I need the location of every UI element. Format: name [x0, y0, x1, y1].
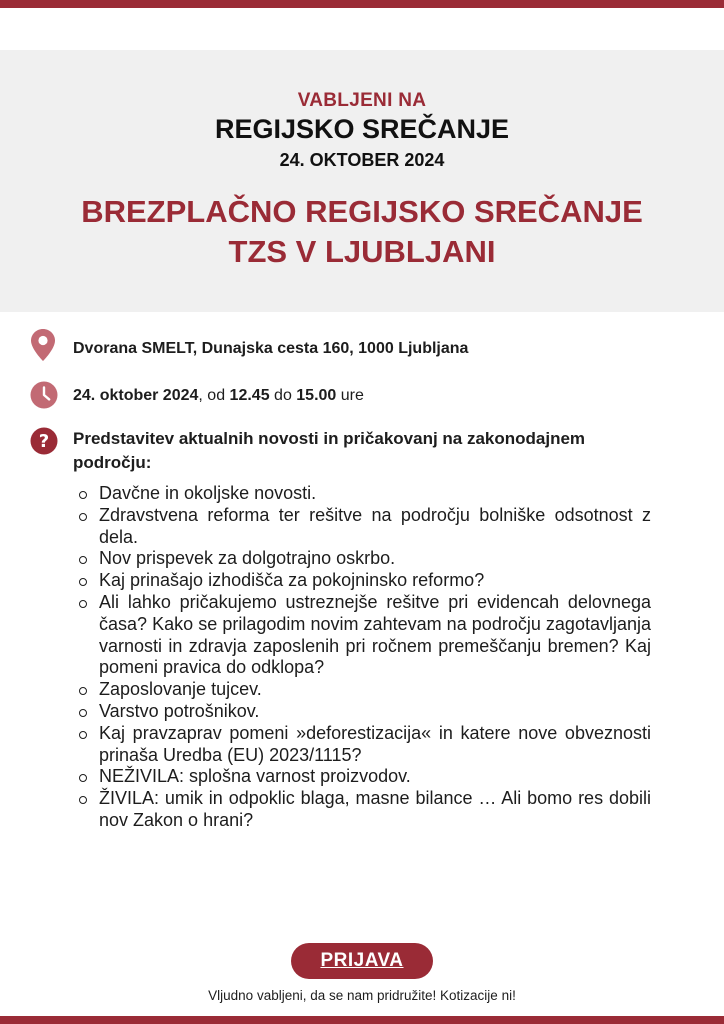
topics-title: Predstavitev aktualnih novosti in pričakovanj na zakonodajnem področju:	[73, 429, 586, 472]
topic-item: Ali lahko pričakujemo ustreznejše rešitve pri evidencah delovnega časa? Kako se prilagodim novim zahtevam na področju zagotavljanja varnosti in zdravja zaposlenih pri ročnem premeščanju bremen? Kaj pomeni pravica do odklopa?	[73, 592, 651, 679]
headline-line-2: TZS V LJUBLJANI	[228, 234, 496, 269]
clock-icon	[30, 381, 58, 409]
invite-line: VABLJENI NA	[297, 90, 427, 111]
time-sep-to: do	[269, 387, 297, 404]
meeting-title: REGIJSKO SREČANJE	[214, 114, 510, 144]
topic-item: Zdravstvena reforma ter rešitve na področju bolniške odsotnost z dela.	[73, 505, 651, 549]
topics-row	[30, 427, 670, 481]
headline	[0, 192, 724, 272]
time-end: 15.00	[296, 387, 337, 404]
topic-item: Varstvo potrošnikov.	[73, 701, 651, 723]
bottom-accent-bar	[0, 1016, 724, 1024]
topic-item: Kaj pravzaprav pomeni »deforestizacija« in katere nove obveznosti prinaša Uredba (EU) 2023/1115?	[73, 723, 651, 767]
hero-banner	[0, 50, 724, 312]
time-date: 24. oktober 2024	[73, 387, 199, 404]
time-sep-from: , od	[198, 387, 230, 404]
topic-item: Kaj prinašajo izhodišča za pokojninsko reformo?	[73, 570, 651, 592]
location-text: Dvorana SMELT, Dunajska cesta 160, 1000 Ljubljana	[73, 340, 469, 357]
topic-item: NEŽIVILA: splošna varnost proizvodov.	[73, 766, 651, 788]
headline-line-1: BREZPLAČNO REGIJSKO SREČANJE	[81, 194, 643, 229]
time-start: 12.45	[229, 387, 270, 404]
footer-note: Vljudno vabljeni, da se nam pridružite! Kotizacije ni!	[208, 988, 516, 1003]
topic-item: ŽIVILA: umik in odpoklic blaga, masne bilance … Ali bomo res dobili nov Zakon o hrani?	[73, 788, 651, 832]
register-button[interactable]: PRIJAVA	[291, 943, 433, 979]
topic-item: Davčne in okoljske novosti.	[73, 483, 651, 505]
time-text	[73, 385, 364, 407]
svg-text:?: ?	[38, 431, 50, 452]
event-date-heading: 24. OKTOBER 2024	[279, 150, 445, 170]
time-row	[30, 381, 670, 409]
topic-list	[73, 483, 651, 832]
topic-item: Zaposlovanje tujcev.	[73, 679, 651, 701]
question-icon	[30, 427, 58, 455]
map-pin-icon	[30, 332, 56, 358]
topic-item: Nov prispevek za dolgotrajno oskrbo.	[73, 548, 651, 570]
location-row	[30, 332, 670, 364]
top-accent-bar	[0, 0, 724, 8]
time-suffix: ure	[336, 387, 364, 404]
